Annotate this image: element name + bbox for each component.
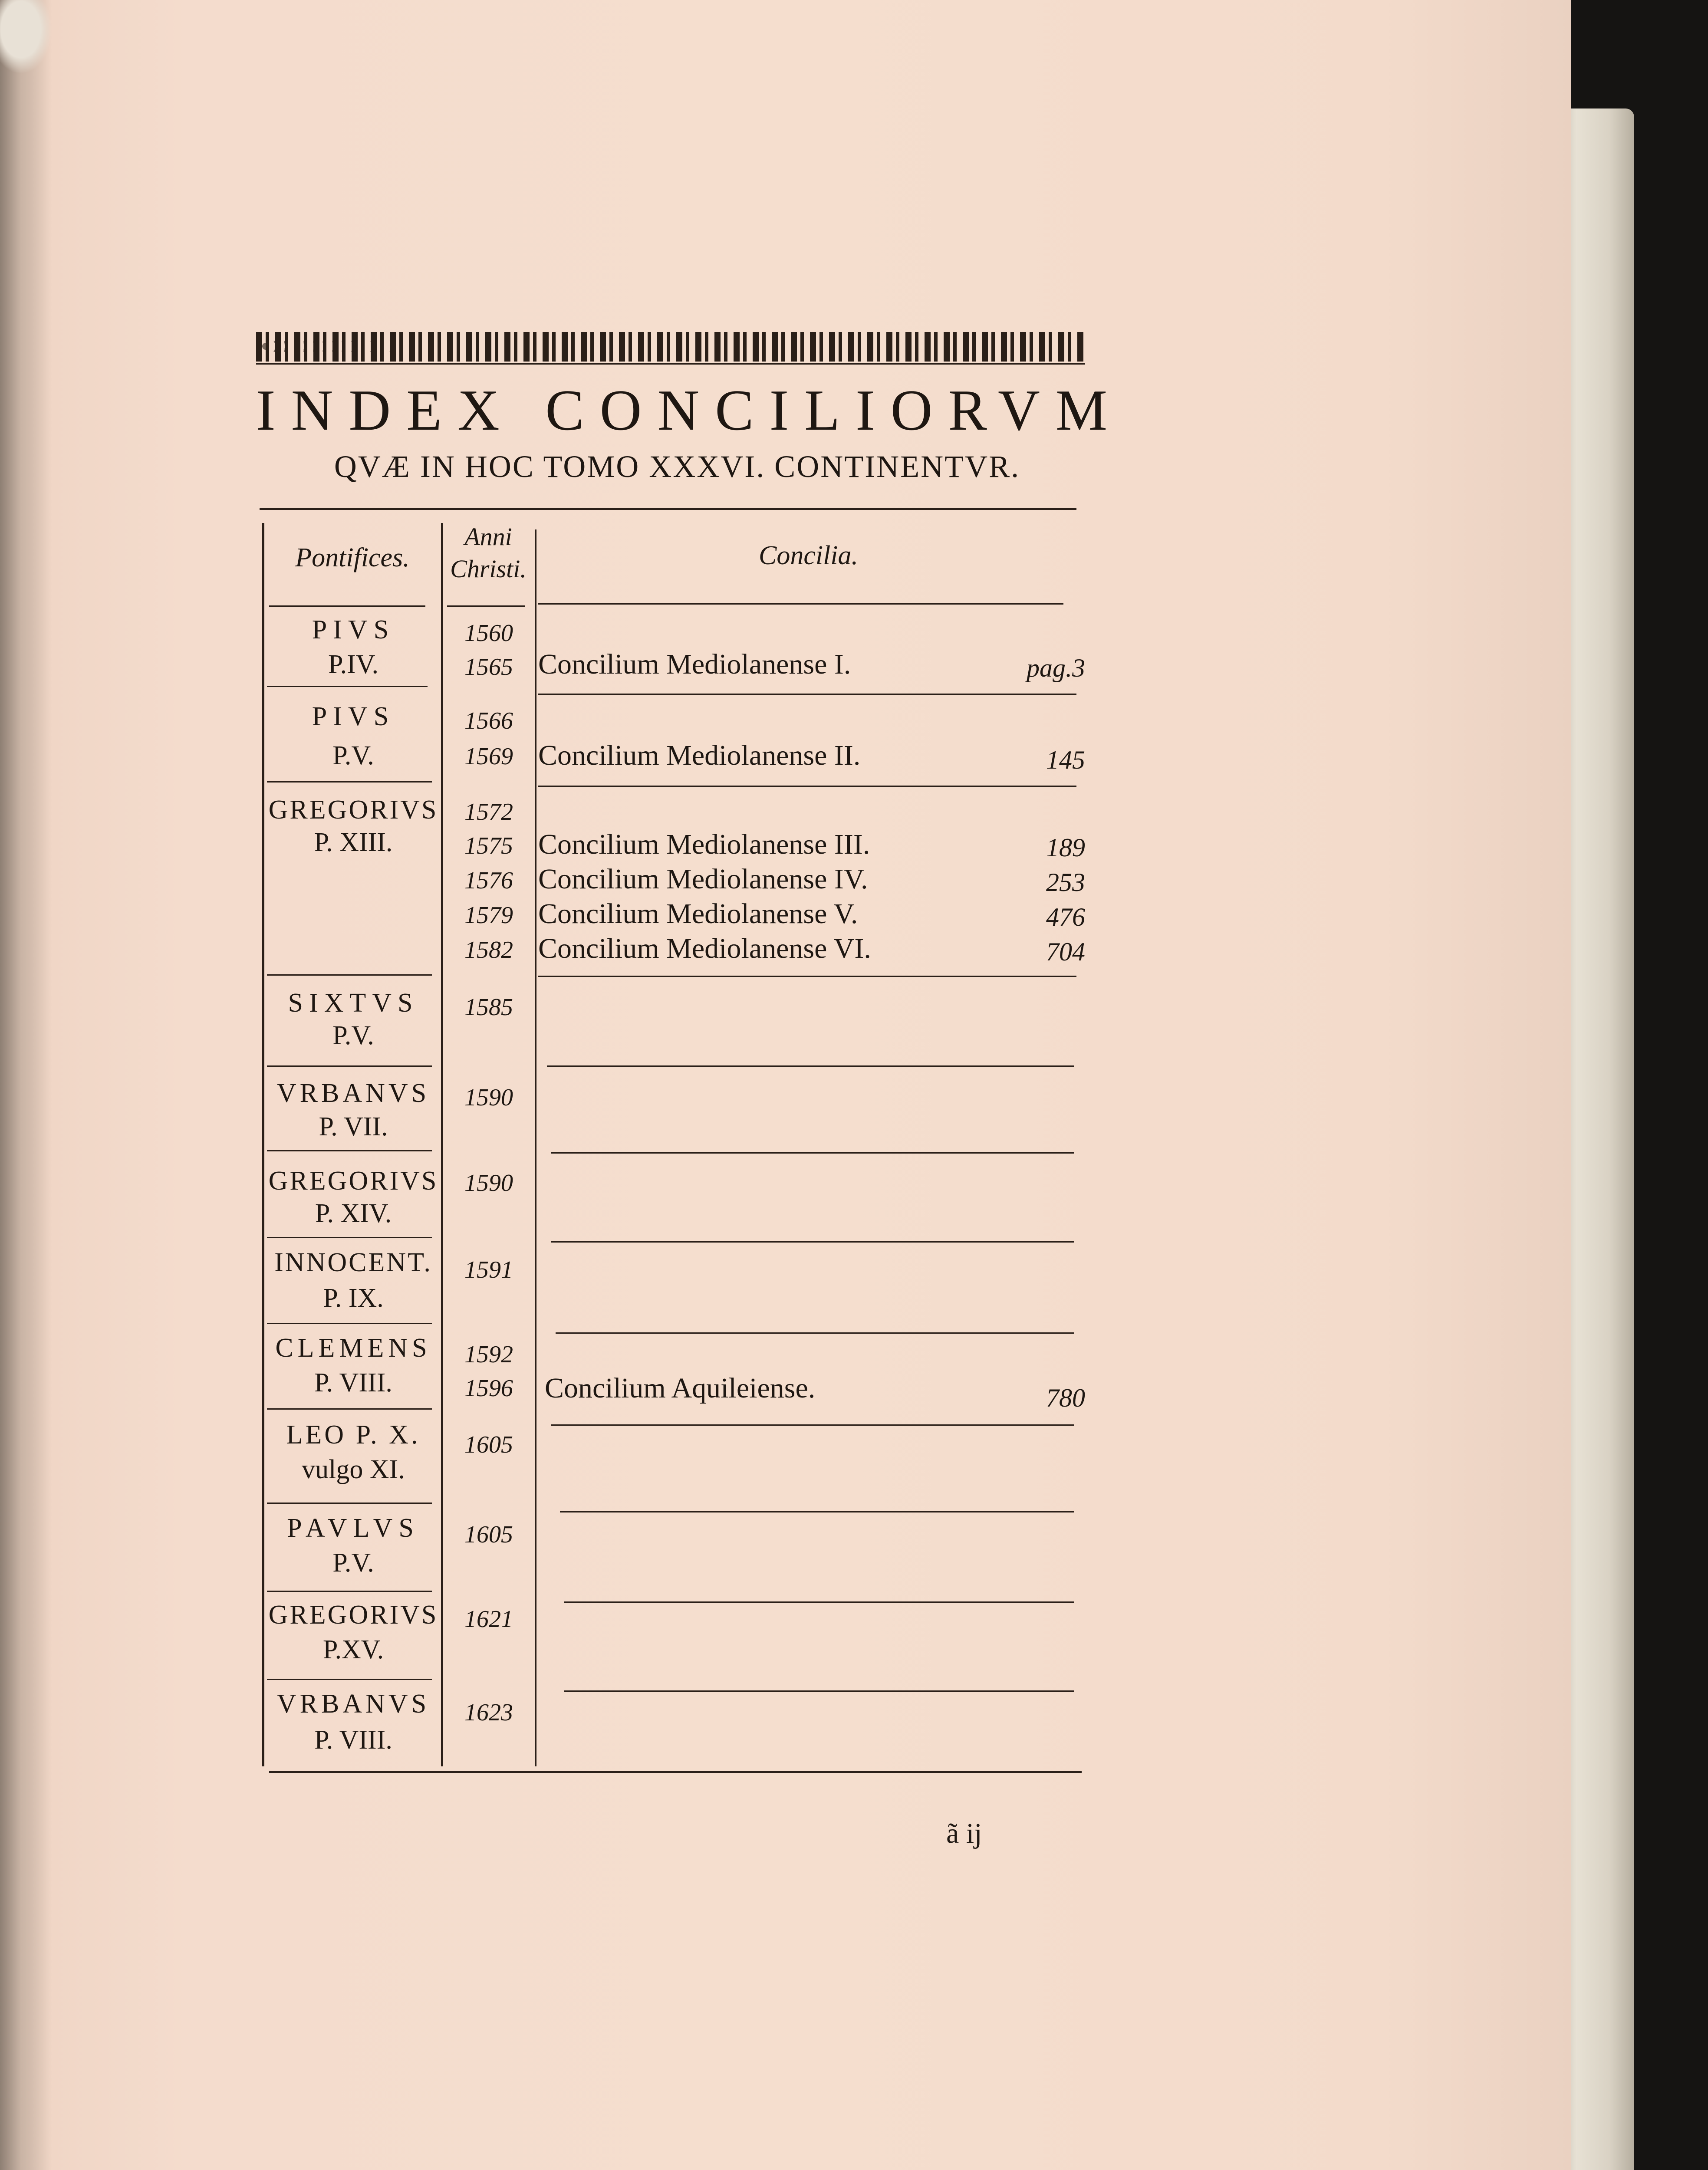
page-gutter-shadow bbox=[0, 0, 52, 2170]
column-header-anni-line1: Anni bbox=[464, 523, 512, 551]
table-row-pontiff-number: P.V. bbox=[332, 1021, 374, 1050]
header-rule-pontifices bbox=[269, 605, 425, 607]
row-rule bbox=[267, 1065, 432, 1067]
table-row-concilium: Concilium Mediolanense II. bbox=[538, 740, 861, 771]
table-row-year: 1575 bbox=[464, 832, 513, 859]
table-row-pontiff-number: P. VII. bbox=[319, 1112, 388, 1141]
table-row-concilium: Concilium Mediolanense V. bbox=[538, 898, 858, 930]
table-row-pontiff-name: PIVS bbox=[312, 702, 395, 731]
table-row-pontiff-name: PIVS bbox=[312, 615, 395, 644]
column-header-pontifices: Pontifices. bbox=[295, 543, 410, 572]
row-rule bbox=[267, 1503, 432, 1504]
row-rule bbox=[267, 1323, 432, 1324]
row-rule bbox=[538, 786, 1076, 787]
table-row-pontiff-name: VRBANVS bbox=[276, 1078, 430, 1108]
page-title: INDEX CONCILIORVM bbox=[256, 378, 1123, 442]
table-row-year: 1576 bbox=[464, 867, 513, 894]
table-row-year: 1566 bbox=[464, 707, 513, 734]
table-bottom-rule bbox=[269, 1771, 1082, 1773]
table-row-page: 476 bbox=[1046, 903, 1085, 931]
row-rule bbox=[551, 1152, 1074, 1154]
table-row-page: 145 bbox=[1046, 746, 1085, 774]
page-subtitle: QVÆ IN HOC TOMO XXXVI. CONTINENTVR. bbox=[334, 449, 1020, 484]
column-header-anni-christi bbox=[441, 521, 536, 590]
signature-mark: ã ij bbox=[946, 1818, 982, 1849]
table-left-border bbox=[262, 523, 264, 1766]
column-header-anni-line2: Christi. bbox=[450, 555, 527, 583]
row-rule bbox=[267, 1150, 432, 1151]
table-row-year: 1605 bbox=[464, 1431, 513, 1458]
row-rule bbox=[538, 694, 1076, 695]
row-rule bbox=[551, 1241, 1074, 1243]
row-rule bbox=[267, 1408, 432, 1410]
table-row-pontiff-name: GREGORIVS bbox=[268, 1166, 438, 1196]
table-row-page: 780 bbox=[1046, 1384, 1085, 1412]
table-row-concilium: Concilium Mediolanense I. bbox=[538, 648, 851, 680]
table-row-year: 1621 bbox=[464, 1606, 513, 1633]
table-row-year: 1623 bbox=[464, 1699, 513, 1726]
paper-wear-mark bbox=[0, 0, 52, 74]
table-row-page: pag.3 bbox=[1027, 654, 1085, 682]
table-row-pontiff-name: LEO P. X. bbox=[286, 1420, 421, 1450]
row-rule bbox=[267, 974, 432, 976]
column-divider-concilia bbox=[535, 529, 536, 1766]
header-rule-concilia bbox=[538, 603, 1063, 605]
table-row-pontiff-name: CLEMENS bbox=[275, 1333, 431, 1363]
table-row-pontiff-number: vulgo XI. bbox=[302, 1455, 405, 1484]
table-row-pontiff-number: P. XIV. bbox=[315, 1199, 392, 1228]
header-rule-anni bbox=[447, 605, 525, 607]
table-row-pontiff-number: P.V. bbox=[332, 1548, 374, 1578]
table-row-concilium: Concilium Aquileiense. bbox=[545, 1372, 816, 1404]
table-row-year: 1591 bbox=[464, 1256, 513, 1283]
row-rule bbox=[560, 1511, 1074, 1512]
row-rule bbox=[556, 1332, 1074, 1334]
row-rule bbox=[547, 1065, 1074, 1067]
table-row-page: 253 bbox=[1046, 868, 1085, 897]
row-rule bbox=[267, 1237, 432, 1238]
table-row-year: 1560 bbox=[464, 620, 513, 647]
table-row-pontiff-number: P. XIII. bbox=[314, 828, 393, 857]
column-header-concilia: Concilia. bbox=[758, 541, 859, 570]
table-top-rule bbox=[260, 508, 1076, 510]
table-row-pontiff-name: GREGORIVS bbox=[268, 1600, 438, 1630]
ornament-rule bbox=[256, 363, 1085, 365]
table-row-year: 1605 bbox=[464, 1521, 513, 1548]
table-row-pontiff-number: P.XV. bbox=[323, 1635, 384, 1664]
table-row-pontiff-number: P.IV. bbox=[328, 650, 379, 679]
table-row-year: 1590 bbox=[464, 1170, 513, 1197]
table-row-pontiff-number: P.V. bbox=[332, 741, 374, 770]
table-row-pontiff-name: PAVLVS bbox=[287, 1513, 420, 1543]
row-rule bbox=[267, 781, 432, 783]
table-row-pontiff-name: GREGORIVS bbox=[268, 795, 438, 825]
row-rule bbox=[538, 976, 1076, 977]
table-row-pontiff-name: SIXTVS bbox=[288, 988, 419, 1018]
row-rule bbox=[267, 1591, 432, 1592]
table-row-page: 704 bbox=[1046, 937, 1085, 966]
row-rule bbox=[267, 686, 428, 687]
table-row-pontiff-number: P. VIII. bbox=[314, 1725, 392, 1755]
table-row-concilium: Concilium Mediolanense IV. bbox=[538, 863, 868, 895]
row-rule bbox=[551, 1424, 1074, 1426]
row-rule bbox=[564, 1690, 1074, 1692]
table-row-year: 1582 bbox=[464, 937, 513, 963]
table-row-year: 1579 bbox=[464, 902, 513, 929]
table-row-year: 1596 bbox=[464, 1375, 513, 1402]
table-row-pontiff-name: INNOCENT. bbox=[274, 1248, 432, 1277]
table-row-year: 1592 bbox=[464, 1341, 513, 1368]
table-row-concilium: Concilium Mediolanense VI. bbox=[538, 933, 871, 964]
decorative-ornament-band bbox=[256, 332, 1085, 362]
table-row-year: 1585 bbox=[464, 994, 513, 1021]
table-row-year: 1572 bbox=[464, 799, 513, 825]
table-row-pontiff-number: P. VIII. bbox=[314, 1368, 392, 1397]
table-row-year: 1569 bbox=[464, 743, 513, 770]
table-row-page: 189 bbox=[1046, 833, 1085, 862]
table-row-pontiff-name: VRBANVS bbox=[276, 1689, 430, 1719]
table-row-concilium: Concilium Mediolanense III. bbox=[538, 829, 870, 860]
table-row-year: 1565 bbox=[464, 654, 513, 681]
table-row-pontiff-number: P. IX. bbox=[323, 1283, 384, 1313]
row-rule bbox=[564, 1601, 1074, 1603]
row-rule bbox=[267, 1679, 432, 1680]
table-row-year: 1590 bbox=[464, 1084, 513, 1111]
